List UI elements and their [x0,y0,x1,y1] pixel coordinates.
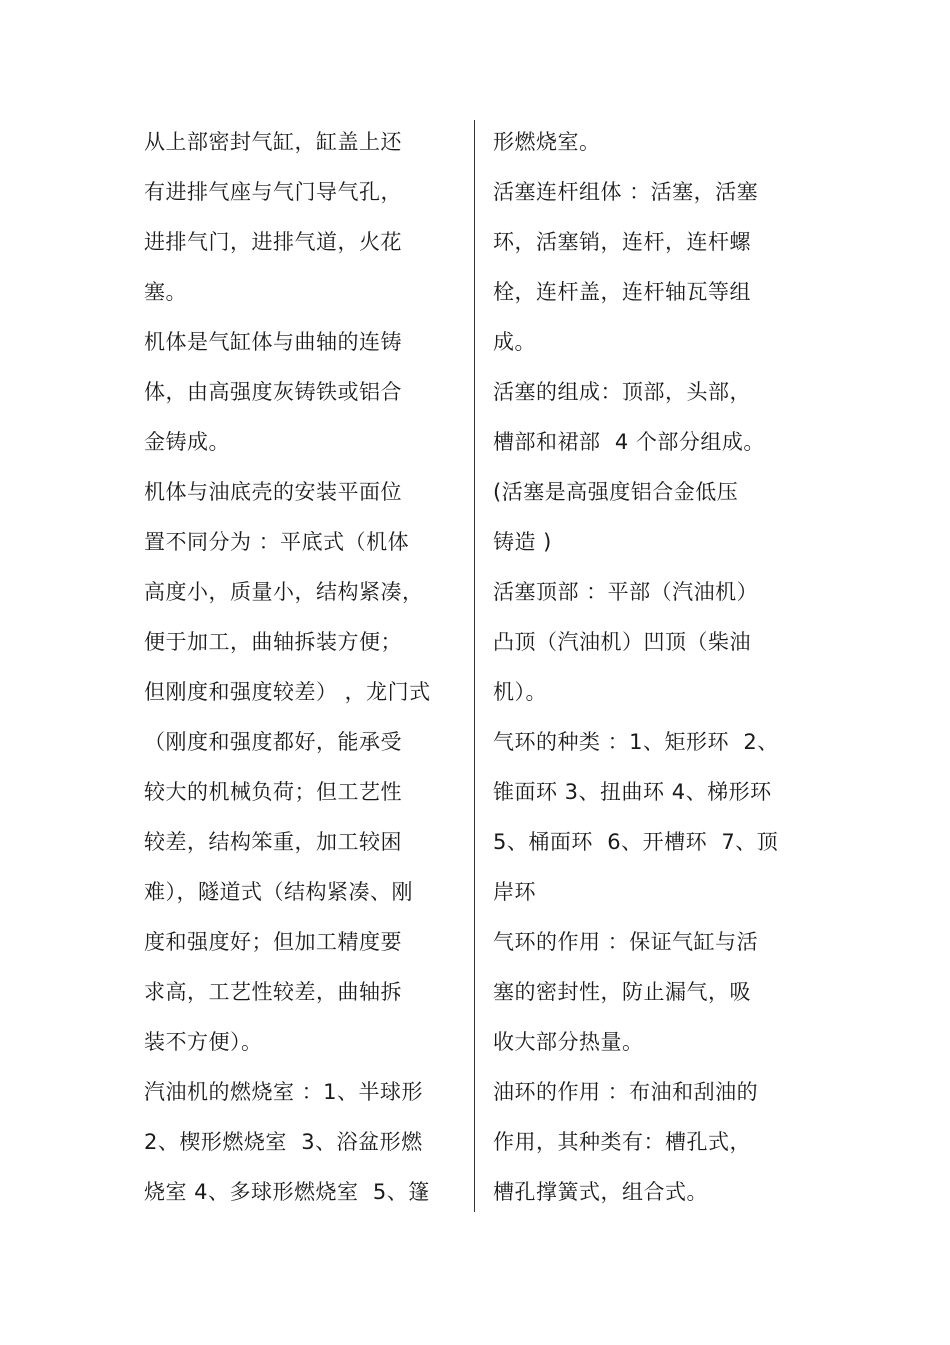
text-line: 较大的机械负荷；但工艺性 [144,780,402,804]
text-line: 烧室 4、多球形燃烧室 5、篷 [144,1180,430,1204]
text-line: 活塞顶部 ：平部（汽油机） [493,580,759,604]
text-line: 从上部密封气缸，缸盖上还 [144,130,402,154]
text-line: 置不同分为 ：平底式（机体 [144,530,410,554]
text-line: 栓，连杆盖，连杆轴瓦等组 [493,280,751,304]
column-divider [474,120,475,1212]
text-line: 气环的作用 ：保证气缸与活 [493,930,759,954]
text-line: 便于加工，曲轴拆装方便； [144,630,402,654]
text-line: 机体与油底壳的安装平面位 [144,480,402,504]
text-line: 气环的种类 ：1、矩形环 2、 [493,730,779,754]
text-line: 塞。 [144,280,187,304]
text-line: 收大部分热量。 [493,1030,644,1054]
text-line: 汽油机的燃烧室 ：1、半球形 [144,1080,424,1104]
text-line: 装不方便）。 [144,1030,263,1054]
text-line: 作用，其种类有：槽孔式， [493,1130,751,1154]
text-line: 金铸成。 [144,430,230,454]
text-line: 槽部和裙部 4 个部分组成。 [493,430,765,454]
text-line: 铸造 ) [493,530,552,554]
text-line: 但刚度和强度较差） ，龙门式 [144,680,431,704]
right-text-column [493,117,813,1217]
text-line: 凸顶（汽油机）凹顶（柴油 [493,630,751,654]
text-line: 环，活塞销，连杆，连杆螺 [493,230,751,254]
text-line: 高度小，质量小，结构紧凑， [144,580,424,604]
text-line: 油环的作用 ：布油和刮油的 [493,1080,759,1104]
text-line: 形燃烧室。 [493,130,601,154]
text-line: 塞的密封性，防止漏气，吸 [493,980,751,1004]
text-line: 进排气门，进排气道，火花 [144,230,402,254]
text-line: 度和强度好；但加工精度要 [144,930,402,954]
text-line: 槽孔撑簧式，组合式。 [493,1180,708,1204]
text-line: 体，由高强度灰铸铁或铝合 [144,380,402,404]
text-line: 2、楔形燃烧室 3、浴盆形燃 [144,1130,423,1154]
text-line: 难），隧道式（结构紧凑、刚 [144,880,413,904]
text-line: 求高，工艺性较差，曲轴拆 [144,980,402,1004]
text-line: 活塞连杆组体 ：活塞，活塞 [493,180,759,204]
text-line: 机）。 [493,680,547,704]
text-line: 锥面环 3、扭曲环 4、梯形环 [493,780,772,804]
text-line: 机体是气缸体与曲轴的连铸 [144,330,402,354]
left-text-column [144,117,464,1217]
text-line: 成。 [493,330,536,354]
text-line: 较差，结构笨重，加工较困 [144,830,402,854]
text-line: 有进排气座与气门导气孔， [144,180,402,204]
text-line: 活塞的组成：顶部，头部， [493,380,751,404]
text-line: （刚度和强度都好，能承受 [144,730,402,754]
text-line: 5、桶面环 6、开槽环 7、顶 [493,830,779,854]
text-line: (活塞是高强度铝合金低压 [493,480,739,504]
text-line: 岸环 [493,880,536,904]
